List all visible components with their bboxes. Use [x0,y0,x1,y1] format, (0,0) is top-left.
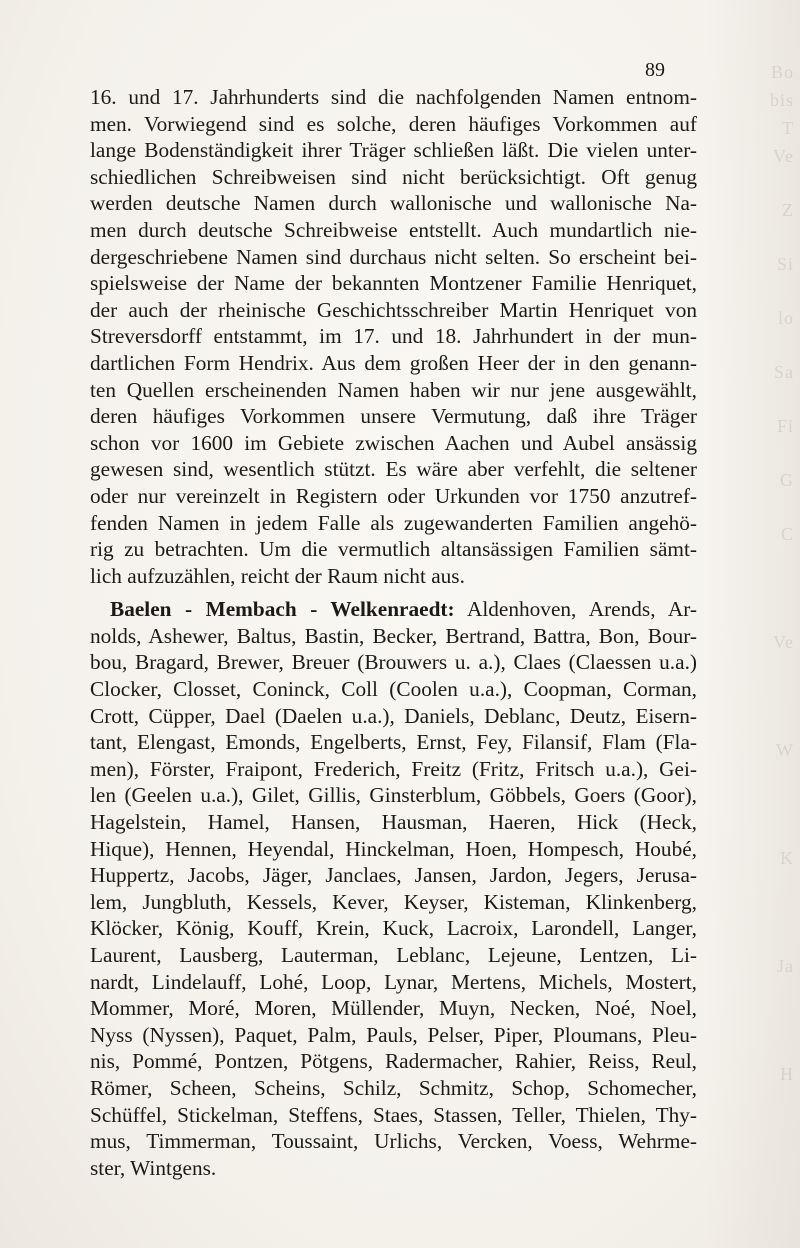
bleed-through-mark: T [782,118,794,138]
text-line: dartlichen Form Hendrix. Aus dem großen Heer der in den genann- [90,350,697,375]
bleed-through-mark: Z [782,200,794,220]
text-line: Clocker, Closset, Coninck, Coll (Coolen u.a.), Coopman, Corman, [90,677,697,702]
bleed-through-mark: Ja [777,956,794,976]
text-line: Klöcker, König, Kouff, Krein, Kuck, Lacroix, Larondell, Langer, [90,916,697,941]
text-line: tant, Elengast, Emonds, Engelberts, Ernst, Fey, Filansif, Flam (Fla- [90,730,697,755]
text-line: oder nur vereinzelt in Registern oder Urkunden vor 1750 anzutref- [90,483,697,508]
paragraph-2 [90,596,697,1181]
text-line: dergeschriebene Namen sind durchaus nicht selten. So erscheint bei- [90,244,697,269]
heading-line-rest: Aldenhoven, Arends, Ar- [466,597,697,622]
bleed-through-mark: W [776,740,794,760]
text-line [90,596,697,623]
text-line: Huppertz, Jacobs, Jäger, Janclaes, Jansen, Jardon, Jegers, Jerusa- [90,863,697,888]
text-line: Schüffel, Stickelman, Steffens, Staes, Stassen, Teller, Thielen, Thy- [90,1102,697,1127]
text-line: men durch deutsche Schreibweise entstellt. Auch mundartlich nie- [90,217,697,242]
text-line: bou, Bragard, Brewer, Breuer (Brouwers u. a.), Claes (Claessen u.a.) [90,650,697,675]
text-line: nis, Pommé, Pontzen, Pötgens, Radermacher, Rahier, Reiss, Reul, [90,1049,697,1074]
show-through-margin [705,0,800,1248]
text-line: schiedlichen Schreibweisen sind nicht berücksichtigt. Oft genug [90,164,697,189]
text-line: deren häufiges Vorkommen unsere Vermutung, daß ihre Träger [90,404,697,429]
text-line: Laurent, Lausberg, Lauterman, Leblanc, Lejeune, Lentzen, Li- [90,943,697,967]
bleed-through-mark: Sa [774,362,794,382]
text-line: Streversdorff entstammt, im 17. und 18. Jahrhundert in der mun- [90,324,697,349]
text-line: Hagelstein, Hamel, Hansen, Hausman, Haeren, Hick (Heck, [90,810,697,835]
bleed-through-mark: H [780,1064,794,1084]
page-number: 89 [645,59,665,81]
text-line: ster, Wintgens. [90,1155,217,1180]
text-line: der auch der rheinische Geschichtsschreiber Martin Henriquet von [90,297,697,322]
text-line: Hique), Hennen, Heyendal, Hinckelman, Hoen, Hompesch, Houbé, [90,836,697,861]
text-line: Mommer, Moré, Moren, Müllender, Muyn, Necken, Noé, Noel, [90,996,697,1021]
text-line: nolds, Ashewer, Baltus, Bastin, Becker, Bertrand, Battra, Bon, Bour- [90,623,697,648]
paragraph-1 [90,84,697,589]
text-line: Crott, Cüpper, Dael (Daelen u.a.), Daniels, Deblanc, Deutz, Eisern- [90,703,697,728]
text-line: Nyss (Nyssen), Paquet, Palm, Pauls, Pelser, Piper, Ploumans, Pleu- [90,1022,697,1047]
text-line: schon vor 1600 im Gebiete zwischen Aachen und Aubel ansässig [90,430,697,455]
text-line: Römer, Scheen, Scheins, Schilz, Schmitz, Schop, Schomecher, [90,1075,697,1100]
bleed-through-mark: lo [777,308,794,328]
bleed-through-mark: bis [769,90,794,110]
body-text [90,84,697,1181]
text-line: werden deutsche Namen durch wallonische und wallonische Na- [90,191,697,216]
bleed-through-mark: Si [776,254,794,274]
bleed-through-mark: K [780,848,794,868]
bleed-through-mark: Bo [770,62,794,82]
text-line: mus, Timmerman, Toussaint, Urlichs, Vercken, Voess, Wehrme- [90,1129,697,1154]
bleed-through-mark: Fi [776,416,794,436]
text-line: fenden Namen in jedem Falle als zugewanderten Familien angehö- [90,510,697,535]
text-line: lem, Jungbluth, Kessels, Kever, Keyser, Kisteman, Klinkenberg, [90,889,697,914]
text-line: 16. und 17. Jahrhunderts sind die nachfolgenden Namen entnom- [90,85,697,109]
bleed-through-mark: G [780,470,794,490]
text-line: spielsweise der Name der bekannten Montzener Familie Henriquet, [90,271,697,296]
text-line: gewesen sind, wesentlich stützt. Es wäre aber verfehlt, die seltener [90,457,697,482]
text-line: len (Geelen u.a.), Gilet, Gillis, Ginsterblum, Göbbels, Goers (Goor), [90,783,697,808]
bleed-through-mark: Ve [773,146,794,166]
text-line: nardt, Lindelauff, Lohé, Loop, Lynar, Mertens, Michels, Mostert, [90,969,697,994]
text-line: men), Förster, Fraipont, Frederich, Freitz (Fritz, Fritsch u.a.), Gei- [90,756,697,781]
text-line: ten Quellen erscheinenden Namen haben wir nur jene ausgewählt, [90,377,697,402]
text-line: men. Vorwiegend sind es solche, deren häufiges Vorkommen auf [90,111,697,136]
bleed-through-mark: Ve [773,632,794,652]
text-line: lich aufzuzählen, reicht der Raum nicht aus. [90,563,465,588]
text-line: rig zu betrachten. Um die vermutlich altansässigen Familien sämt- [90,537,697,562]
text-line: lange Bodenständigkeit ihrer Träger schließen läßt. Die vielen unter- [90,138,697,163]
place-heading: Baelen - Membach - Welkenraedt: [110,597,455,622]
bleed-through-mark: C [780,524,794,544]
